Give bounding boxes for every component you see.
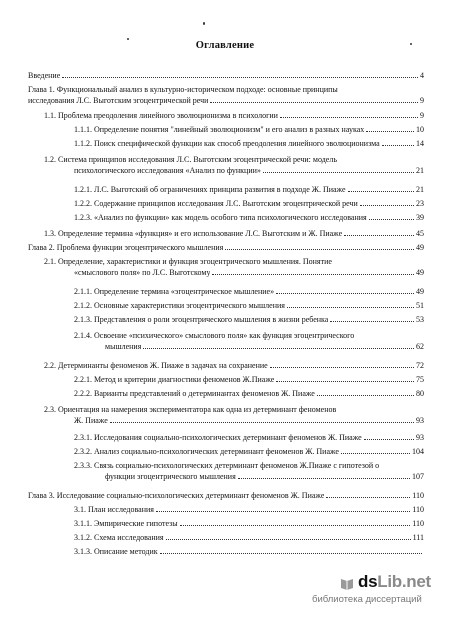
dot-leader <box>156 511 410 512</box>
dot-leader <box>326 497 410 498</box>
toc-entry[interactable] <box>74 446 424 457</box>
toc-entry-text: 3.1.2. Схема исследования <box>74 533 164 542</box>
toc-entry[interactable] <box>28 242 424 253</box>
dot-leader <box>348 191 414 192</box>
toc-entry-text: 2.1.4. Освоение «психического» смыслового поля» как функция эгоцентрического <box>74 331 355 340</box>
toc-entry-text: 1.2.3. «Анализ по функции» как модель особого типа психологического исследования <box>74 213 367 222</box>
watermark <box>300 572 450 617</box>
dot-leader <box>62 77 418 78</box>
dot-leader <box>382 145 414 146</box>
toc-entry-text: 2.1.1. Определение термина «эгоцентрическое мышление» <box>74 287 275 296</box>
toc-entry[interactable] <box>74 546 424 557</box>
toc-page-number: 107 <box>412 472 424 481</box>
toc-entry-text: 2.1.2. Основные характеристики эгоцентрического мышления <box>74 301 285 310</box>
toc-entry-text: мышления <box>105 342 142 351</box>
toc-entry[interactable] <box>74 184 424 195</box>
toc-entry[interactable] <box>74 198 424 209</box>
toc-entry-text: Введение <box>28 71 61 80</box>
toc-entry[interactable] <box>44 110 424 121</box>
dot-leader <box>330 321 414 322</box>
toc-entry-text: 3.1.1. Эмпирические гипотезы <box>74 519 178 528</box>
dot-leader <box>263 172 414 173</box>
toc-entry-text: 2.1. Определение, характеристики и функция эгоцентрического мышления. Понятие <box>44 257 332 266</box>
toc-entry[interactable] <box>44 360 424 371</box>
dot-leader <box>280 117 418 118</box>
toc-entry-text: Глава 2. Проблема функции эгоцентрического мышления <box>28 243 224 252</box>
dot-leader <box>212 274 414 275</box>
dot-leader <box>143 348 414 349</box>
toc-entry-text: Глава 1. Функциональный анализ в культурно-историческом подходе: основные принципы <box>28 85 338 94</box>
toc-page-number: 14 <box>416 139 424 148</box>
dot-leader <box>225 249 414 250</box>
toc-entry[interactable] <box>74 138 424 149</box>
toc-entry-text: исследования Л.С. Выготским эгоцентрической речи <box>28 96 209 105</box>
toc-entry[interactable] <box>44 404 424 426</box>
toc-entry-text: 1.2.2. Содержание принципов исследования Л.С. Выготским эгоцентрической речи <box>74 199 358 208</box>
dot-leader <box>366 131 414 132</box>
dot-leader <box>317 395 414 396</box>
toc-entry-text: Глава 3. Исследование социально-психологических детерминант феноменов Ж. Пиаже <box>28 491 325 500</box>
watermark-subtitle: библиотека диссертаций <box>312 594 422 605</box>
toc-page-number: 93 <box>416 433 424 442</box>
scan-speck <box>127 38 129 40</box>
toc-entry-text: 1.1. Проблема преодоления линейного эволюционизма в психологии <box>44 111 278 120</box>
toc-page-number: 49 <box>416 243 424 252</box>
toc-entry[interactable] <box>28 70 424 81</box>
toc-entry[interactable] <box>74 518 424 529</box>
toc-entry-text: «смыслового поля» по Л.С. Выготскому <box>74 268 211 277</box>
dot-leader <box>360 205 414 206</box>
scan-speck <box>203 22 205 25</box>
toc-entry-text: функции эгоцентрического мышления <box>105 472 236 481</box>
toc-entry[interactable] <box>44 228 424 239</box>
toc-entry[interactable] <box>74 388 424 399</box>
toc-page-number: 75 <box>416 375 424 384</box>
toc-entry-text: 2.1.3. Представления о роли эгоцентрического мышления в жизни ребенка <box>74 315 329 324</box>
toc-page-number: 72 <box>416 361 424 370</box>
toc-page-number: 4 <box>420 71 424 80</box>
toc-entry-text: психологического исследования «Анализ по функции» <box>74 166 261 175</box>
toc-page-number: 21 <box>416 185 424 194</box>
toc-entry-text: 3.1.3. Описание методик <box>74 547 158 556</box>
toc-entry[interactable] <box>28 84 424 106</box>
toc-page-number: 110 <box>412 505 424 514</box>
dot-leader <box>369 219 414 220</box>
toc-entry[interactable] <box>74 330 424 352</box>
dot-leader <box>270 367 414 368</box>
toc-entry-text: Ж. Пиаже <box>74 416 108 425</box>
toc-entry[interactable] <box>28 490 424 501</box>
toc-page-number: 49 <box>416 268 424 277</box>
dot-leader <box>341 453 410 454</box>
dot-leader <box>276 293 414 294</box>
toc-entry[interactable] <box>74 300 424 311</box>
toc-entry[interactable] <box>74 212 424 223</box>
dot-leader <box>276 381 414 382</box>
toc-page-number: 110 <box>412 519 424 528</box>
toc-entry-text: 2.2.2. Варианты представлений о детерминантах феноменов Ж. Пиаже <box>74 389 315 398</box>
toc-entry-text: 1.1.2. Поиск специфической функции как способ преодоления линейного эволюционизма <box>74 139 380 148</box>
toc-entry[interactable] <box>74 432 424 443</box>
dot-leader <box>110 422 414 423</box>
toc-entry-text: 1.2. Система принципов исследования Л.С. Выготским эгоцентрической речи: модель <box>44 155 337 164</box>
toc-page-number: 104 <box>412 447 424 456</box>
dot-leader <box>238 478 410 479</box>
scan-speck <box>410 43 412 45</box>
dot-leader <box>287 307 414 308</box>
toc-entry-text: 2.2.1. Метод и критерии диагностики феноменов Ж.Пиаже <box>74 375 275 384</box>
page-title: Оглавление <box>195 40 255 51</box>
toc-entry[interactable] <box>44 154 424 176</box>
toc-page-number: 23 <box>416 199 424 208</box>
dot-leader <box>210 102 418 103</box>
dot-leader <box>160 553 422 554</box>
toc-page-number: 53 <box>416 315 424 324</box>
toc-page-number: 62 <box>416 342 424 351</box>
toc-page-number: 39 <box>416 213 424 222</box>
toc-entry[interactable] <box>74 504 424 515</box>
toc-page-number: 21 <box>416 166 424 175</box>
toc-entry-text: 2.3.3. Связь социально-психологических детерминант феноменов Ж.Пиаже с гипотезой о <box>74 461 380 470</box>
toc-page-number: 9 <box>420 96 424 105</box>
toc-entry-text: 3.1. План исследования <box>74 505 154 514</box>
toc-page-number: 80 <box>416 389 424 398</box>
watermark-logo: dsLib.net <box>358 572 431 591</box>
toc-page-number: 9 <box>420 111 424 120</box>
toc-entry[interactable] <box>44 256 424 278</box>
toc-entry-text: 1.3. Определение термина «функция» и его использование Л.С. Выготским и Ж. Пиаже <box>44 229 343 238</box>
toc-entry[interactable] <box>74 314 424 325</box>
toc-entry-text: 2.3.1. Исследования социально-психологических детерминант феноменов Ж. Пиаже <box>74 433 362 442</box>
toc-page-number: 10 <box>416 125 424 134</box>
toc-entry[interactable] <box>74 124 424 135</box>
book-icon <box>340 576 354 590</box>
toc-page-number: 51 <box>416 301 424 310</box>
toc-page-number: 111 <box>412 533 424 542</box>
toc-entry[interactable] <box>74 532 424 543</box>
toc-page-number: 93 <box>416 416 424 425</box>
dot-leader <box>344 235 414 236</box>
toc-entry-text: 2.2. Детерминанты феноменов Ж. Пиаже в задачах на сохранение <box>44 361 268 370</box>
dot-leader <box>364 439 414 440</box>
toc-page-number: 45 <box>416 229 424 238</box>
toc-entry[interactable] <box>74 286 424 297</box>
toc-entry[interactable] <box>74 460 424 482</box>
toc-page-number: 110 <box>412 491 424 500</box>
toc-entry[interactable] <box>74 374 424 385</box>
toc-page-number: 49 <box>416 287 424 296</box>
toc-entry-text: 1.1.1. Определение понятия "линейный эволюционизм" и его анализ в разных науках <box>74 125 365 134</box>
dot-leader <box>166 539 411 540</box>
dot-leader <box>180 525 411 526</box>
toc-entry-text: 2.3.2. Анализ социально-психологических детерминант феноменов Ж. Пиаже <box>74 447 339 456</box>
toc-entry-text: 2.3. Ориентация на намерения экспериментатора как одна из детерминант феноменов <box>44 405 337 414</box>
toc-entry-text: 1.2.1. Л.С. Выготский об ограничениях принципа развития в подходе Ж. Пиаже <box>74 185 346 194</box>
